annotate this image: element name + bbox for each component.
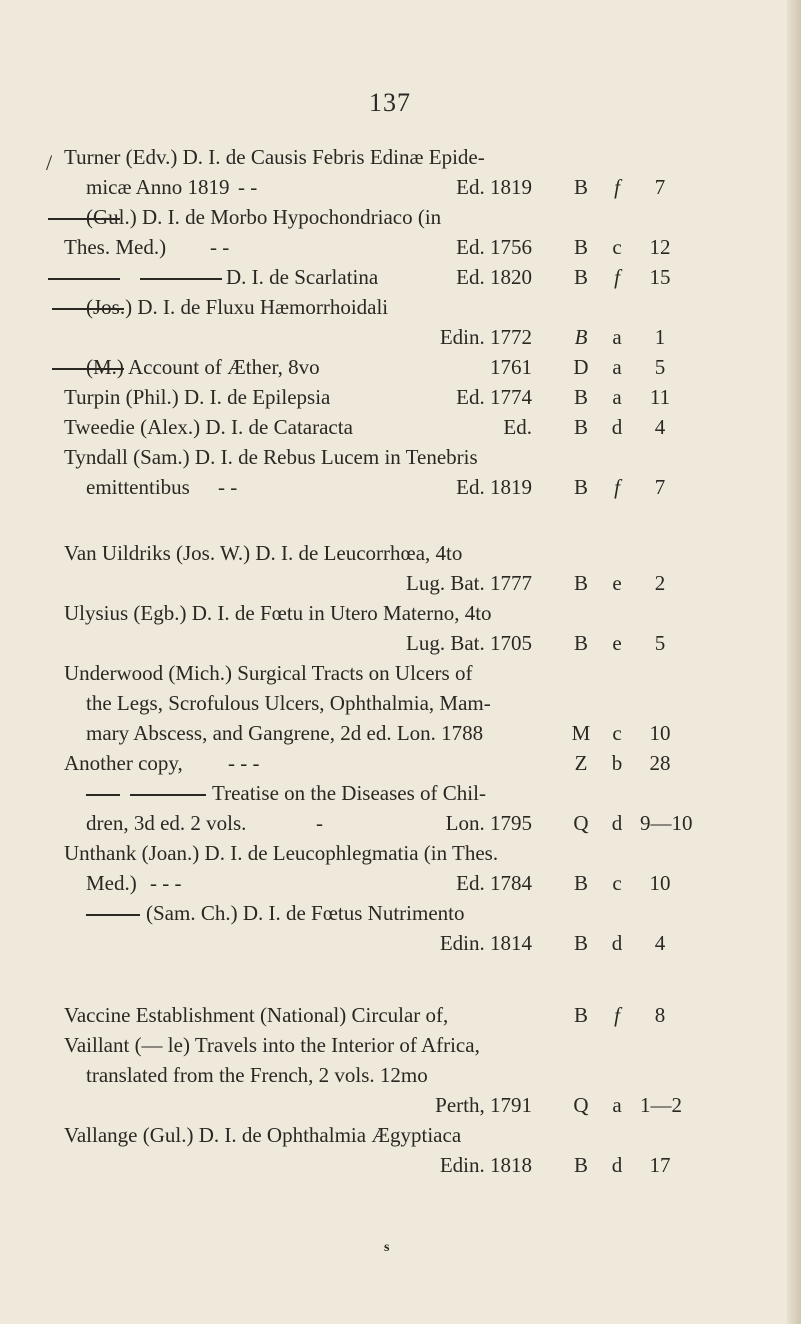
entry-line xyxy=(0,688,780,718)
edition-imprint: 1761 xyxy=(490,355,532,379)
ditto-rule xyxy=(86,794,120,796)
entry-line xyxy=(0,1030,780,1060)
shelf-letter: f xyxy=(614,265,620,289)
leader-dashes: - - xyxy=(210,235,230,259)
ditto-rule xyxy=(130,794,206,796)
entry-text: (Jos.) D. I. de Fluxu Hæmorrhoidali xyxy=(86,295,389,319)
edition-imprint: Perth, 1791 xyxy=(435,1093,532,1117)
shelf-number: 17 xyxy=(649,1153,671,1177)
entry-text: emittentibus xyxy=(86,475,190,499)
shelf-letter: e xyxy=(612,571,622,595)
shelf-number: 15 xyxy=(649,265,671,289)
entry-text: Unthank (Joan.) D. I. de Leucophlegmatia (in Thes. xyxy=(64,841,499,865)
entry-text: (Gul.) D. I. de Morbo Hypochondriaco (in xyxy=(86,205,442,229)
shelf-letter: f xyxy=(614,175,620,199)
shelf-number: 7 xyxy=(654,175,666,199)
entry-line xyxy=(0,382,780,412)
entry-line xyxy=(0,628,780,658)
shelf-case: B xyxy=(573,631,588,655)
entry-line xyxy=(0,262,780,292)
entry-line xyxy=(0,292,780,322)
edition-imprint: Ed. xyxy=(503,415,532,439)
shelf-letter: f xyxy=(614,1003,620,1027)
shelf-letter: d xyxy=(611,811,623,835)
edition-imprint: Edin. 1772 xyxy=(439,325,532,349)
shelf-letter: d xyxy=(611,1153,623,1177)
entry-line xyxy=(0,352,780,382)
entry-line xyxy=(0,808,780,838)
shelf-letter: a xyxy=(612,355,622,379)
shelf-letter: c xyxy=(612,721,622,745)
entry-line xyxy=(0,838,780,868)
signature-mark: s xyxy=(384,1240,390,1255)
entry-text: translated from the French, 2 vols. 12mo xyxy=(86,1063,428,1087)
shelf-case: B xyxy=(573,871,588,895)
shelf-number: 2 xyxy=(654,571,666,595)
leader-dashes: - xyxy=(316,811,323,835)
shelf-number: 5 xyxy=(654,355,666,379)
shelf-case: B xyxy=(573,475,588,499)
entry-line xyxy=(0,172,780,202)
entry-line xyxy=(0,1090,780,1120)
shelf-number: 9—10 xyxy=(640,811,693,835)
leader-dashes: - - - xyxy=(228,751,260,775)
leader-dashes: - - xyxy=(218,475,238,499)
shelf-number: 11 xyxy=(649,385,671,409)
shelf-letter: d xyxy=(611,415,623,439)
shelf-case: B xyxy=(573,571,588,595)
shelf-number: 1 xyxy=(654,325,666,349)
leader-dashes: - - - xyxy=(150,871,182,895)
entry-text: Van Uildriks (Jos. W.) D. I. de Leucorrhœa, 4to xyxy=(64,541,463,565)
entry-line xyxy=(0,142,780,172)
entry-line xyxy=(0,898,780,928)
shelf-number: 5 xyxy=(654,631,666,655)
shelf-case: Q xyxy=(573,811,589,835)
entry-text: Thes. Med.) xyxy=(64,235,167,259)
entry-line xyxy=(0,202,780,232)
entry-text: (M.) Account of Æther, 8vo xyxy=(86,355,320,379)
shelf-letter: b xyxy=(611,751,623,775)
edition-imprint: Lon. 1795 xyxy=(445,811,532,835)
edition-imprint: Ed. 1784 xyxy=(456,871,532,895)
entry-line xyxy=(0,1060,780,1090)
edition-imprint: Edin. 1814 xyxy=(439,931,532,955)
shelf-number: 7 xyxy=(654,475,666,499)
entry-line xyxy=(0,718,780,748)
shelf-case: B xyxy=(574,325,588,349)
entry-line xyxy=(0,568,780,598)
shelf-case: B xyxy=(573,1153,588,1177)
entry-text: Turpin (Phil.) D. I. de Epilepsia xyxy=(64,385,331,409)
shelf-case: M xyxy=(571,721,591,745)
shelf-case: B xyxy=(573,415,588,439)
entry-line xyxy=(0,472,780,502)
shelf-case: B xyxy=(573,1003,588,1027)
entry-line xyxy=(0,1120,780,1150)
entry-text: the Legs, Scrofulous Ulcers, Ophthalmia, Mam- xyxy=(86,691,491,715)
shelf-number: 10 xyxy=(649,721,671,745)
entry-text: dren, 3d ed. 2 vols. xyxy=(86,811,247,835)
shelf-case: Q xyxy=(573,1093,589,1117)
ditto-rule xyxy=(140,278,222,280)
entry-text: Another copy, xyxy=(64,751,183,775)
edition-imprint: Ed. 1820 xyxy=(456,265,532,289)
entry-line xyxy=(0,412,780,442)
entry-text: Vaccine Establishment (National) Circular of, xyxy=(64,1003,449,1027)
entry-text: Treatise on the Diseases of Chil- xyxy=(212,781,486,805)
leader-dashes: - - xyxy=(238,175,258,199)
ditto-rule xyxy=(48,278,120,280)
edition-imprint: Lug. Bat. 1777 xyxy=(406,571,532,595)
entry-line xyxy=(0,538,780,568)
shelf-number: 8 xyxy=(654,1003,666,1027)
entry-text: micæ Anno 1819 xyxy=(86,175,230,199)
shelf-case: B xyxy=(573,931,588,955)
shelf-case: B xyxy=(573,265,588,289)
page-edge xyxy=(787,0,801,1324)
shelf-letter: a xyxy=(612,1093,622,1117)
page-number: 137 xyxy=(369,88,411,117)
entry-line xyxy=(0,598,780,628)
entry-text: Vaillant (— le) Travels into the Interior of Africa, xyxy=(64,1033,480,1057)
entry-text: (Sam. Ch.) D. I. de Fœtus Nutrimento xyxy=(146,901,465,925)
edition-imprint: Lug. Bat. 1705 xyxy=(406,631,532,655)
entry-line xyxy=(0,1150,780,1180)
shelf-letter: d xyxy=(611,931,623,955)
shelf-case: D xyxy=(573,355,589,379)
shelf-number: 10 xyxy=(649,871,671,895)
margin-mark: / xyxy=(46,150,53,175)
entry-text: Med.) xyxy=(86,871,137,895)
entry-line xyxy=(0,232,780,262)
entry-text: Underwood (Mich.) Surgical Tracts on Ulcers of xyxy=(64,661,473,685)
edition-imprint: Ed. 1756 xyxy=(456,235,532,259)
shelf-letter: a xyxy=(612,325,622,349)
shelf-case: Z xyxy=(574,751,588,775)
entry-line xyxy=(0,748,780,778)
entry-text: Turner (Edv.) D. I. de Causis Febris Edinæ Epide- xyxy=(64,145,485,169)
entry-text: Tweedie (Alex.) D. I. de Cataracta xyxy=(64,415,353,439)
entry-line xyxy=(0,868,780,898)
shelf-case: B xyxy=(573,235,588,259)
entry-text: Tyndall (Sam.) D. I. de Rebus Lucem in Tenebris xyxy=(64,445,478,469)
edition-imprint: Ed. 1819 xyxy=(456,175,532,199)
shelf-letter: c xyxy=(612,235,622,259)
entry-line xyxy=(0,928,780,958)
edition-imprint: Edin. 1818 xyxy=(439,1153,532,1177)
entry-line xyxy=(0,322,780,352)
edition-imprint: Ed. 1774 xyxy=(456,385,532,409)
entry-text: Vallange (Gul.) D. I. de Ophthalmia Ægyptiaca xyxy=(64,1123,462,1147)
shelf-number: 4 xyxy=(654,931,666,955)
edition-imprint: Ed. 1819 xyxy=(456,475,532,499)
entry-line xyxy=(0,778,780,808)
shelf-case: B xyxy=(573,385,588,409)
entry-line xyxy=(0,442,780,472)
shelf-number: 4 xyxy=(654,415,666,439)
shelf-case: B xyxy=(573,175,588,199)
shelf-letter: c xyxy=(612,871,622,895)
shelf-number: 12 xyxy=(649,235,671,259)
shelf-letter: a xyxy=(612,385,622,409)
entry-line xyxy=(0,658,780,688)
entry-text: Ulysius (Egb.) D. I. de Fœtu in Utero Materno, 4to xyxy=(64,601,492,625)
shelf-letter: f xyxy=(614,475,620,499)
entry-line xyxy=(0,1000,780,1030)
entry-text: mary Abscess, and Gangrene, 2d ed. Lon. 1788 xyxy=(86,721,484,745)
shelf-number: 1—2 xyxy=(640,1093,682,1117)
shelf-letter: e xyxy=(612,631,622,655)
ditto-rule xyxy=(86,914,140,916)
shelf-number: 28 xyxy=(649,751,671,775)
entry-text: D. I. de Scarlatina xyxy=(226,265,379,289)
